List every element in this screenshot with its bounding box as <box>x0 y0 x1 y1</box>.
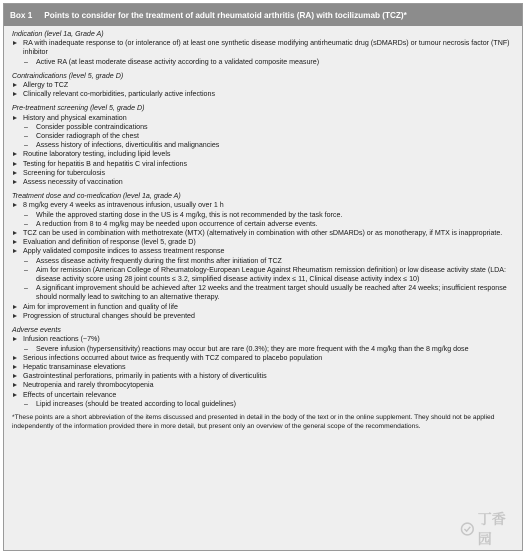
sub-bullet-item: – Severe infusion (hypersensitivity) reactions may occur but are rare (0.3%); they are more frequent with the 4 mg/kg than the 8 mg/kg dose <box>12 345 514 354</box>
sub-bullet-item: – Aim for remission (American College of Rheumatology-European League Against Rheumatism remission definition) or low disease activity state (LDA: disease activity score using 28 joint counts ≤ 3.2, simplified disease activity index ≤ 11, Clinical disease activity index ≤ 10) <box>12 266 514 284</box>
sub-bullet-item: – Consider possible contraindications <box>12 123 514 132</box>
bullet-item: Infusion reactions (~7%) <box>12 335 514 344</box>
bullet-item: Screening for tuberculosis <box>12 169 514 178</box>
footnote: *These points are a short abbreviation of the items discussed and presented in detail in the body of the text or in the online supplement. They should not be applied independently of the information provided there in more detail, but present only an overview of the general scope of the recommendations. <box>12 413 495 430</box>
box-header <box>4 4 522 26</box>
section-list <box>12 201 514 321</box>
section <box>12 30 514 67</box>
section-title: Pre-treatment screening (level 5, grade D) <box>12 104 145 113</box>
bullet-item: Neutropenia and rarely thrombocytopenia <box>12 381 514 390</box>
section-list <box>12 39 514 67</box>
sub-bullet-item: – Assess history of infections, diverticulitis and malignancies <box>12 141 514 150</box>
section-title: Contraindications (level 5, grade D) <box>12 71 124 80</box>
section <box>12 326 514 409</box>
bullet-item: Assess necessity of vaccination <box>12 178 514 187</box>
sub-bullet-item: – Assess disease activity frequently during the first months after initiation of TCZ <box>12 257 514 266</box>
sub-bullet-item: – Lipid increases (should be treated according to local guidelines) <box>12 400 514 409</box>
bullet-item: Evaluation and definition of response (level 5, grade D) <box>12 238 514 247</box>
section-list <box>12 114 514 188</box>
bullet-item: Allergy to TCZ <box>12 81 514 90</box>
section-list <box>12 335 514 409</box>
section-list <box>12 81 514 99</box>
bullet-item: Hepatic transaminase elevations <box>12 363 514 372</box>
sub-bullet-item: – Active RA (at least moderate disease activity according to a validated composite measure) <box>12 58 514 67</box>
box-title: Points to consider for the treatment of adult rheumatoid arthritis (RA) with tocilizumab (TCZ)* <box>44 10 407 20</box>
bullet-item: Clinically relevant co-morbidities, particularly active infections <box>12 90 514 99</box>
bullet-item: Serious infections occurred about twice as frequently with TCZ compared to placebo population <box>12 354 514 363</box>
box-1 <box>3 3 523 551</box>
bullet-item: Gastrointestinal perforations, primarily in patients with a history of diverticulitis <box>12 372 514 381</box>
bullet-item: Routine laboratory testing, including lipid levels <box>12 150 514 159</box>
sub-bullet-item: – Consider radiograph of the chest <box>12 132 514 141</box>
section <box>12 72 514 100</box>
watermark-logo-icon <box>460 520 475 538</box>
sub-bullet-item: – While the approved starting dose in the US is 4 mg/kg, this is not recommended by the task force. <box>12 211 514 220</box>
section-title: Indication (level 1a, Grade A) <box>12 30 104 38</box>
bullet-item: 8 mg/kg every 4 weeks as intravenous infusion, usually over 1 h <box>12 201 514 210</box>
watermark <box>460 511 512 547</box>
sub-bullet-item: – A significant improvement should be achieved after 12 weeks and the treatment target should usually be reached after 24 weeks; insufficient response should normally lead to switching to an alternative therapy. <box>12 284 514 302</box>
bullet-item: RA with inadequate response to (or intolerance of) at least one synthetic disease modifying antirheumatic drug (sDMARDs) or tumour necrosis factor (TNF) inhibitor <box>12 39 514 57</box>
section <box>12 104 514 187</box>
section <box>12 192 514 321</box>
bullet-item: Aim for improvement in function and quality of life <box>12 303 514 312</box>
bullet-item: Apply validated composite indices to assess treatment response <box>12 247 514 256</box>
bullet-item: Testing for hepatitis B and hepatitis C viral infections <box>12 160 514 169</box>
box-content <box>4 26 522 409</box>
bullet-item: History and physical examination <box>12 114 514 123</box>
bullet-item: Progression of structural changes should be prevented <box>12 312 514 321</box>
section-title: Adverse events <box>12 326 61 335</box>
bullet-item: Effects of uncertain relevance <box>12 391 514 400</box>
bullet-item: TCZ can be used in combination with methotrexate (MTX) (alternatively in combination with other sDMARDs) or as monotherapy, if MTX is inappropriate. <box>12 229 514 238</box>
section-title: Treatment dose and co-medication (level 1a, grade A) <box>12 192 181 201</box>
sub-bullet-item: – A reduction from 8 to 4 mg/kg may be needed upon occurrence of certain adverse events. <box>12 220 514 229</box>
watermark-text: 丁香园 <box>477 511 506 547</box>
box-number: Box 1 <box>10 10 33 20</box>
